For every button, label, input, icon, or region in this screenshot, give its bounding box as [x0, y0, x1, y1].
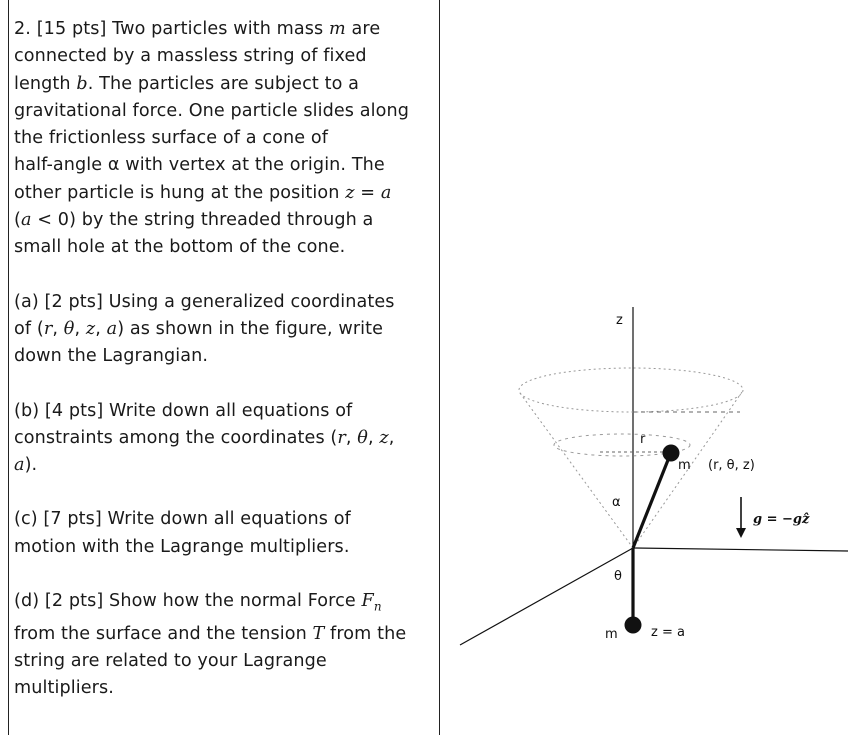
part-d-label: (d) [14, 591, 40, 612]
hanging-mass [625, 617, 642, 634]
problem-text [14, 16, 438, 730]
intro-line-8: (a < 0) by the string threaded through a [14, 210, 374, 231]
part-c-label: (c) [14, 509, 38, 530]
part-a: (a) [2 pts] Using a generalized coordinates of (r, θ, z, a) as shown in the figure, write down the Lagrangian. [14, 291, 395, 367]
part-b: (b) [4 pts] Write down all equations of constraints among the coordinates (r, θ, z, a). [14, 400, 395, 476]
gravity-label: g = −gẑ [753, 512, 810, 527]
hanging-position-label: z = a [651, 625, 685, 640]
intro-line-1: 2. [15 pts] Two particles with mass m are [14, 19, 381, 39]
intro-line-3: length b. The particles are subject to a [14, 73, 360, 94]
cone-figure [440, 0, 868, 735]
r-label: r [640, 432, 646, 447]
intro-line-6: half-angle α with vertex at the origin. The [14, 155, 385, 176]
cone-rim [519, 368, 743, 412]
part-b-points: [4 pts] [44, 400, 104, 421]
part-b-label: (b) [14, 400, 40, 421]
mass-top-label: m [678, 458, 691, 473]
problem-points: [15 pts] [36, 19, 107, 39]
mass-bottom-label: m [605, 627, 618, 642]
intro-line-5: the frictionless surface of a cone of [14, 128, 328, 149]
left-border [8, 0, 9, 735]
z-axis-label: z [616, 313, 623, 328]
part-d-points: [2 pts] [44, 591, 104, 612]
part-c: (c) [7 pts] Write down all equations of motion with the Lagrange multipliers. [14, 509, 351, 557]
mass-on-cone [663, 445, 680, 462]
gravity-arrow-head [736, 528, 746, 538]
part-a-points: [2 pts] [44, 291, 103, 312]
intro-line-7: other particle is hung at the position z = a [14, 182, 392, 203]
position-label: (r, θ, z) [708, 458, 755, 473]
alpha-label: α [612, 495, 621, 510]
theta-label: θ [614, 569, 622, 584]
intro-line-2: connected by a massless string of fixed [14, 46, 367, 67]
part-a-label: (a) [14, 291, 39, 312]
problem-intro [14, 16, 438, 262]
part-c-points: [7 pts] [43, 509, 102, 530]
string-on-cone [633, 455, 670, 548]
x-axis [633, 548, 848, 551]
intro-line-9: small hole at the bottom of the cone. [14, 237, 346, 258]
intro-line-4: gravitational force. One particle slides along [14, 100, 410, 121]
cone-edge-left [520, 393, 633, 548]
problem-number: 2. [14, 19, 31, 39]
part-d: (d) [2 pts] Show how the normal Force $F_n$ from the surface and the tension T from the string are related to your Lagrange multipliers. [14, 591, 407, 699]
